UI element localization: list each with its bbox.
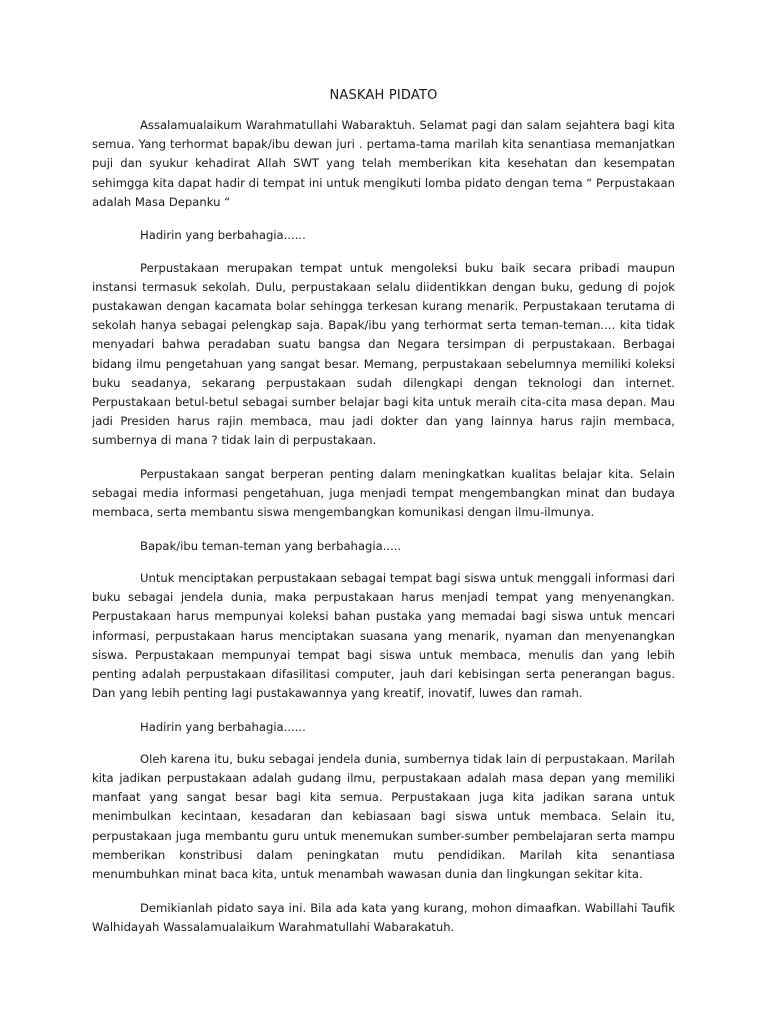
paragraph-greeting-3: Hadirin yang berbahagia...... [140, 719, 306, 734]
paragraph-opening: Assalamualaikum Warahmatullahi Wabaraktuh. Selamat pagi dan salam sejahtera bagi kita semua. Yang terhormat bapak/ibu dewan juri . pertama-tama marilah kita senantiasa memanjatkan puji dan syukur kehadirat Allah SWT yang telah memberikan kita kesehatan dan kesempatan sehimgga kita dapat hadir di tempat ini untuk mengikuti lomba pidato dengan tema “ Perpustakaan adalah Masa Depanku “ [92, 118, 675, 209]
paragraph-library-definition: Perpustakaan merupakan tempat untuk mengoleksi buku baik secara pribadi maupun instansi termasuk sekolah. Dulu, perpustakaan selalu diidentikkan dengan buku, gedung di pojok pustakawan dengan kacamata bolar sehingga terkesan kurang menarik. Perpustakaan terutama di sekolah hanya sebagai pelengkap saja. Bapak/ibu yang terhormat serta teman-teman.... kita tidak menyadari bahwa peradaban suatu bangsa dan Negara tersimpan di perpustakaan. Berbagai bidang ilmu pengetahuan yang sangat besar. Memang, perpustakaan sebelumnya memiliki koleksi buku seadanya, sekarang perpustakaan sudah dilengkapi dengan teknologi dan internet. Perpustakaan betul-betul sebagai sumber belajar bagi kita untuk meraih cita-cita masa depan. Mau jadi Presiden harus rajin membaca, mau jadi dokter dan yang lainnya harus rajin membaca, sumbernya di mana ? tidak lain di perpustakaan. [92, 260, 675, 448]
paragraph-conclusion: Oleh karena itu, buku sebagai jendela dunia, sumbernya tidak lain di perpustakaan. Marilah kita jadikan perpustakaan adalah gudang ilmu, perpustakaan adalah masa depan yang memiliki manfaat yang sangat besar bagi kita semua. Perpustakaan juga kita jadikan sarana untuk menimbulkan kecintaan, kesadaran dan kebiasaan bagi siswa untuk membaca. Selain itu, perpustakaan juga membantu guru untuk menemukan sumber-sumber pembelajaran serta mampu memberikan konstribusi dalam peningkatan mutu pendidikan. Marilah kita senantiasa menumbuhkan minat baca kita, untuk menambah wawasan dunia dan lingkungan sekitar kita. [92, 751, 675, 882]
paragraph-library-role: Perpustakaan sangat berperan penting dalam meningkatkan kualitas belajar kita. Selain sebagai media informasi pengetahuan, juga menjadi tempat mengembangkan minat dan budaya membaca, serta membantu siswa mengembangkan komunikasi dengan ilmu-ilmunya. [92, 466, 675, 520]
document-page [92, 86, 675, 951]
paragraph-closing: Demikianlah pidato saya ini. Bila ada kata yang kurang, mohon dimaafkan. Wabillahi Taufik Walhidayah Wassalamualaikum Warahmatullahi Wabarakatuh. [92, 900, 675, 934]
document-title: NASKAH PIDATO [329, 88, 438, 103]
paragraph-greeting-2: Bapak/ibu teman-teman yang berbahagia..... [140, 538, 402, 553]
paragraph-creating-library: Untuk menciptakan perpustakaan sebagai tempat bagi siswa untuk menggali informasi dari buku sebagai jendela dunia, maka perpustakaan harus menjadi tempat yang menyenangkan. Perpustakaan harus mempunyai koleksi bahan pustaka yang memadai bagi siswa untuk mencari informasi, perpustakaan harus menciptakan suasana yang menarik, nyaman dan menyenangkan siswa. Perpustakaan mempunyai tempat bagi siswa untuk membaca, menulis dan yang lebih penting adalah perpustakaan difasilitasi computer, jauh dari kebisingan serta penerangan bagus. Dan yang lebih penting lagi pustakawannya yang kreatif, inovatif, luwes dan ramah. [92, 570, 675, 701]
paragraph-greeting-1: Hadirin yang berbahagia...... [140, 228, 306, 243]
